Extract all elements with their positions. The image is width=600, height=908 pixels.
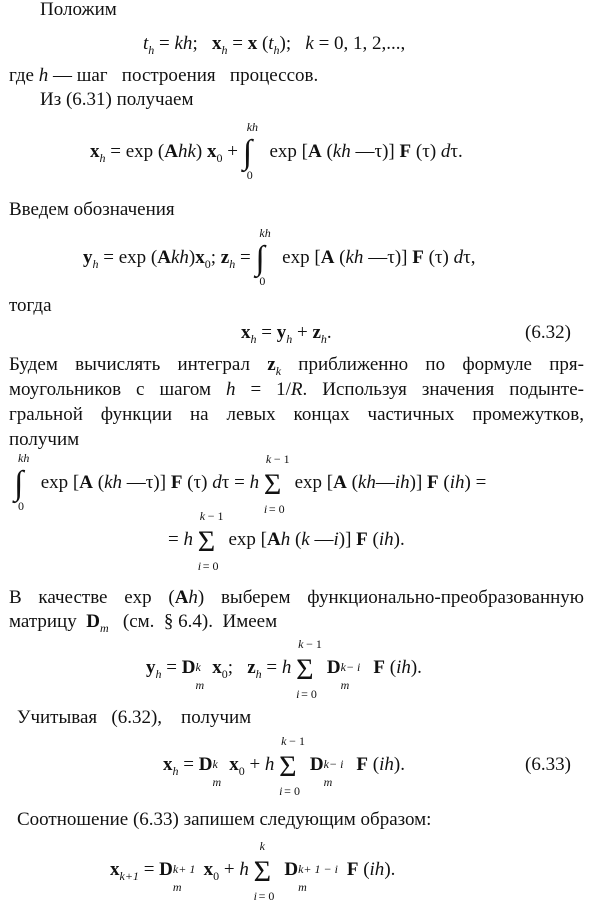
equation-rectangle-sum-1: ∫ kh 0 exp [A (kh —τ)] F (τ) dτ = h Σ k − 1 i = 0 exp [A (kh—ih)] F (ih) = (14, 451, 487, 516)
text-line-vvedem: Введем обозначения (9, 199, 175, 220)
equation-yh-zh-matrix: $y_h = D$ k m $x_0$; $z_h = h$ Σ k − 1 i = 0 D k− i m F (ih). (146, 637, 422, 701)
text-line-shag: где h — шаг построения процессов. (9, 65, 319, 86)
text-line-polozhim: Положим (40, 0, 117, 20)
paragraph-2-line-2: матрицу $D_m$ (см. § 6.4). Имеем (9, 611, 278, 635)
paragraph-3: Учитывая (6.32), получим (17, 707, 252, 728)
equation-number-6-33: (6.33) (525, 754, 571, 775)
paragraph-4: Соотношение (6.33) запишем следующим образом: (17, 809, 432, 830)
paragraph-1-line-3: гральной функции на левых концах частичных промежутков, (9, 404, 584, 425)
equation-xh-integral: $x_h = \exp (Ahk) x_0$ + ∫ kh 0 exp [A (kh —τ)] F (τ) dτ. (90, 120, 463, 182)
paragraph-1-line-1: Будем вычислять интеграл $z_k$ приближенно по формуле пря- (9, 354, 584, 378)
equation-definitions: $t_h$ = kh; $x_h = x$ $(t_h)$; k = 0, 1, 2,..., (143, 33, 406, 57)
equation-number-6-32: (6.32) (525, 322, 571, 343)
equation-yh-zh: $y_h = \exp (Akh)x_0$; $z_h$ = ∫ kh 0 exp [A (kh —τ)] F (τ) dτ, (83, 226, 476, 288)
paragraph-1-line-4: получим (9, 429, 80, 450)
text-line-togda: тогда (9, 295, 52, 316)
equation-6-33: $x_h = D$ k m $x_0 + h$ Σ k − 1 i = 0 D k− i m F (ih). (163, 734, 405, 798)
paragraph-1-line-2: моугольников с шагом h = 1/R. Используя значения подынте- (9, 379, 584, 400)
paragraph-2-line-1: В качестве exp (Ah) выберем функционально-преобразованную (9, 587, 584, 608)
equation-6-32: $x_h = y_h + z_h$. (241, 322, 332, 346)
equation-rectangle-sum-2: = h Σ k − 1 i = 0 exp [Ah (k —i)] F (ih). (168, 509, 405, 573)
text-line-iz: Из (6.31) получаем (40, 89, 194, 110)
equation-xk-plus-1: $x_{k+1} = D$ k+ 1 m $x_0 + h$ Σ k i = 0 D k+ 1 − i m F (ih). (110, 839, 396, 903)
